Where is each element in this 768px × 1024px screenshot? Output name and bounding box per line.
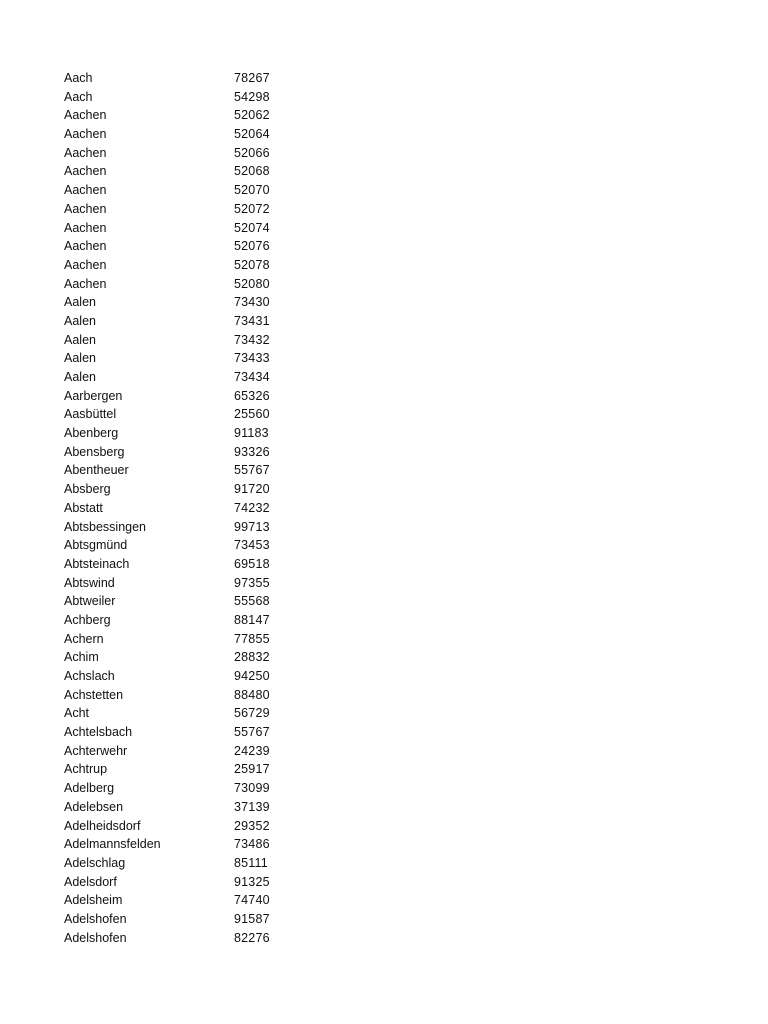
list-item <box>64 349 284 368</box>
place-name: Aalen <box>64 295 96 310</box>
list-item <box>64 592 284 611</box>
postal-code: 82276 <box>234 930 270 945</box>
place-name: Adelshofen <box>64 911 127 926</box>
postal-code: 99713 <box>234 519 270 534</box>
postal-code: 73430 <box>234 295 270 310</box>
postal-code: 52074 <box>234 220 270 235</box>
list-item <box>64 854 284 873</box>
list-item <box>64 518 284 537</box>
list-item <box>64 275 284 294</box>
list-item <box>64 106 284 125</box>
place-name: Abtsbessingen <box>64 519 147 534</box>
postal-code: 69518 <box>234 556 270 571</box>
list-item <box>64 742 284 761</box>
list-item <box>64 873 284 892</box>
postal-code: 37139 <box>234 799 270 814</box>
postal-code: 77855 <box>234 631 270 646</box>
list-item <box>64 237 284 256</box>
place-name: Aachen <box>64 276 107 291</box>
list-item <box>64 929 284 948</box>
place-name: Aarbergen <box>64 388 123 403</box>
list-item <box>64 443 284 462</box>
place-name: Achern <box>64 631 104 646</box>
list-item <box>64 144 284 163</box>
place-name: Aach <box>64 89 93 104</box>
place-name: Aasbüttel <box>64 407 117 422</box>
place-name: Achtelsbach <box>64 725 133 740</box>
postal-code: 25560 <box>234 407 270 422</box>
place-name: Achterwehr <box>64 743 128 758</box>
place-name: Achstetten <box>64 687 124 702</box>
postal-code: 52080 <box>234 276 270 291</box>
postal-code: 88147 <box>234 612 270 627</box>
place-name: Aalen <box>64 332 96 347</box>
list-item <box>64 667 284 686</box>
place-name: Aachen <box>64 239 107 254</box>
postal-code: 97355 <box>234 575 270 590</box>
postal-code: 52068 <box>234 164 270 179</box>
place-name: Absberg <box>64 482 111 497</box>
list-item <box>64 760 284 779</box>
list-item <box>64 200 284 219</box>
list-item <box>64 88 284 107</box>
place-name: Abentheuer <box>64 463 129 478</box>
place-name: Adelschlag <box>64 855 126 870</box>
place-name: Abenberg <box>64 426 119 441</box>
place-name: Adelshofen <box>64 930 127 945</box>
list-item <box>64 387 284 406</box>
place-name: Adelsdorf <box>64 874 117 889</box>
list-item <box>64 817 284 836</box>
place-name: Abstatt <box>64 500 103 515</box>
list-item <box>64 331 284 350</box>
postal-code: 94250 <box>234 669 270 683</box>
list-item <box>64 219 284 238</box>
postal-code: 52070 <box>234 183 270 198</box>
list-item <box>64 686 284 705</box>
list-item <box>64 648 284 667</box>
list-item <box>64 461 284 480</box>
postal-code: 85111 <box>234 855 268 870</box>
list-item <box>64 499 284 518</box>
postal-code: 52064 <box>234 127 270 142</box>
place-name: Aachen <box>64 108 107 123</box>
place-name: Achtrup <box>64 762 108 777</box>
postal-code: 91720 <box>234 482 270 497</box>
list-item <box>64 405 284 424</box>
postal-code: 52066 <box>234 145 270 160</box>
list-item <box>64 536 284 555</box>
list-item <box>64 480 284 499</box>
place-name: Aachen <box>64 220 107 235</box>
list-item <box>64 368 284 387</box>
postal-code: 52062 <box>234 108 270 123</box>
postal-code: 52072 <box>234 201 270 216</box>
list-item <box>64 312 284 331</box>
place-name: Aalen <box>64 313 96 328</box>
list-item <box>64 798 284 817</box>
postal-code: 73453 <box>234 538 270 553</box>
list-item <box>64 293 284 312</box>
postal-code: 25917 <box>234 762 270 777</box>
place-name: Abtweiler <box>64 594 116 609</box>
place-name: Adelsheim <box>64 893 123 908</box>
place-name: Aalen <box>64 370 96 384</box>
postal-code: 73486 <box>234 837 270 852</box>
list-item <box>64 910 284 929</box>
place-name: Achslach <box>64 669 115 683</box>
postal-code: 54298 <box>234 89 270 104</box>
list-item <box>64 779 284 798</box>
postal-code: 28832 <box>234 650 270 665</box>
postal-code: 78267 <box>234 71 270 85</box>
place-postcode-list <box>64 69 284 947</box>
place-name: Adelberg <box>64 781 115 796</box>
postal-code: 73099 <box>234 781 270 796</box>
place-name: Aachen <box>64 164 107 179</box>
list-item <box>64 256 284 275</box>
place-name: Achberg <box>64 612 111 627</box>
list-item <box>64 835 284 854</box>
postal-code: 88480 <box>234 687 270 702</box>
postal-code: 52076 <box>234 239 270 254</box>
place-name: Acht <box>64 706 90 721</box>
postal-code: 29352 <box>234 818 270 833</box>
place-name: Abtswind <box>64 575 115 590</box>
postal-code: 55767 <box>234 463 270 478</box>
postal-code: 24239 <box>234 743 270 758</box>
place-name: Aachen <box>64 127 107 142</box>
list-item <box>64 69 284 88</box>
place-name: Adelheidsdorf <box>64 818 141 833</box>
postal-code: 91587 <box>234 911 270 926</box>
postal-code: 73431 <box>234 313 270 328</box>
postal-code: 93326 <box>234 444 270 459</box>
list-item <box>64 555 284 574</box>
list-item <box>64 125 284 144</box>
list-item <box>64 181 284 200</box>
place-name: Achim <box>64 650 99 665</box>
place-name: Abtsteinach <box>64 556 130 571</box>
postal-code: 52078 <box>234 257 270 272</box>
list-item <box>64 611 284 630</box>
list-item <box>64 723 284 742</box>
postal-code: 55568 <box>234 594 270 609</box>
postal-code: 73434 <box>234 370 270 384</box>
postal-code: 74740 <box>234 893 270 908</box>
place-name: Adelmannsfelden <box>64 837 161 852</box>
place-name: Abensberg <box>64 444 125 459</box>
list-item <box>64 891 284 910</box>
postal-code: 91325 <box>234 874 270 889</box>
postal-code: 74232 <box>234 500 270 515</box>
postal-code: 91183 <box>234 426 269 441</box>
postal-code: 65326 <box>234 388 270 403</box>
postal-code: 73433 <box>234 351 270 366</box>
place-name: Abtsgmünd <box>64 538 128 553</box>
postal-code: 73432 <box>234 332 270 347</box>
postal-code: 55767 <box>234 725 270 740</box>
list-item <box>64 574 284 593</box>
place-name: Aachen <box>64 145 107 160</box>
place-name: Aachen <box>64 183 107 198</box>
list-item <box>64 630 284 649</box>
place-name: Aachen <box>64 201 107 216</box>
list-item <box>64 424 284 443</box>
place-name: Aach <box>64 71 93 85</box>
place-name: Aachen <box>64 257 107 272</box>
place-name: Aalen <box>64 351 96 366</box>
place-name: Adelebsen <box>64 799 124 814</box>
postal-code: 56729 <box>234 706 270 721</box>
list-item <box>64 162 284 181</box>
list-item <box>64 704 284 723</box>
